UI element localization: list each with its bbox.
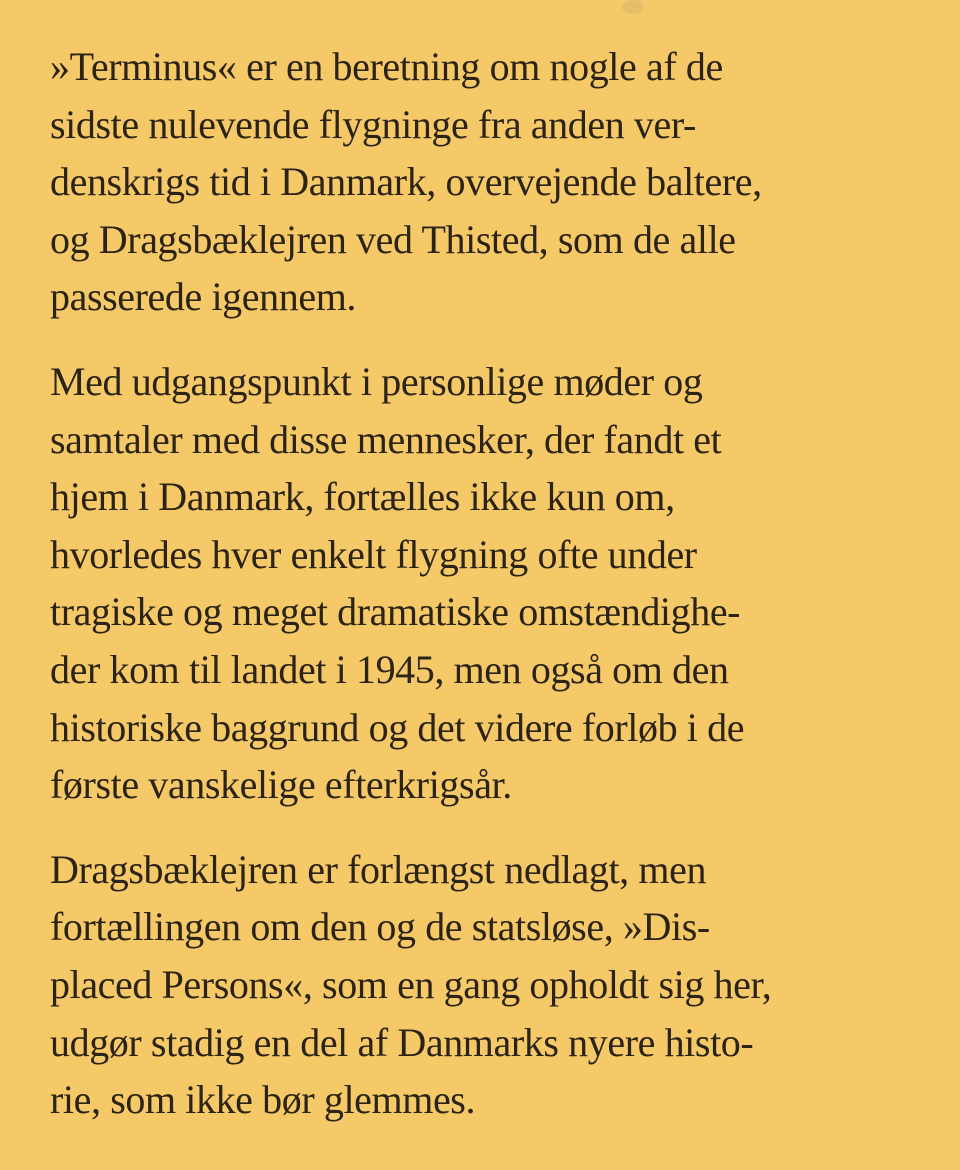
text-line: »Terminus« er en beretning om nogle af de xyxy=(50,44,723,89)
text-line: placed Persons«, som en gang opholdt sig her, xyxy=(50,961,772,1007)
text-line: samtaler med disse mennesker, der fandt et xyxy=(50,416,722,462)
text-line: og Dragsbæklejren ved Thisted, som de alle xyxy=(50,216,736,262)
text-line: fortællingen om den og de statsløse, »Dis- xyxy=(50,904,710,950)
back-cover-text xyxy=(50,38,950,1129)
paragraph-intro xyxy=(50,38,950,326)
text-line: hjem i Danmark, fortælles ikke kun om, xyxy=(50,474,675,520)
text-line: tragiske og meget dramatiske omstændighe- xyxy=(50,589,741,635)
text-line: hvorledes hver enkelt flygning ofte under xyxy=(50,531,697,577)
text-line: passerede igennem. xyxy=(50,274,357,320)
text-line: Dragsbæklejren er forlængst nedlagt, men xyxy=(50,846,707,892)
text-line: udgør stadig en del af Danmarks nyere histo- xyxy=(50,1019,754,1065)
text-line: historiske baggrund og det videre forløb i de xyxy=(50,704,745,750)
text-line: sidste nulevende flygninge fra anden ver- xyxy=(50,101,696,147)
text-line: Med udgangspunkt i personlige møder og xyxy=(50,358,703,404)
text-line: første vanskelige efterkrigsår. xyxy=(50,762,512,808)
paper-smudge xyxy=(622,0,644,14)
paragraph-body xyxy=(50,353,950,814)
paragraph-closing xyxy=(50,841,950,1129)
text-line: der kom til landet i 1945, men også om den xyxy=(50,646,729,692)
text-line: rie, som ikke bør glemmes. xyxy=(50,1077,476,1123)
text-line: denskrigs tid i Danmark, overvejende baltere, xyxy=(50,159,762,205)
